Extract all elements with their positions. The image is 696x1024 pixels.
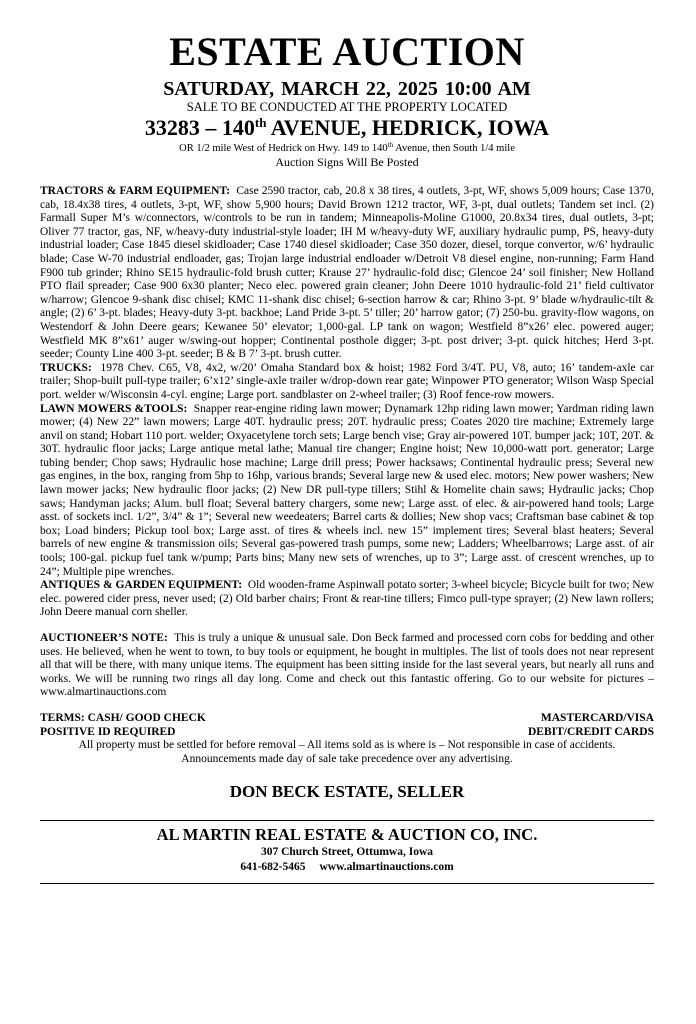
cards-accepted: MASTERCARD/VISA xyxy=(540,711,654,724)
terms-block xyxy=(40,712,654,739)
auction-flyer xyxy=(40,0,654,884)
cards-debit-credit: DEBIT/CREDIT CARDS xyxy=(527,725,654,738)
section-body: Snapper rear-engine riding lawn mower; Dynamark 12hp riding lawn mower; Yardman riding lawn mower; (4) New 22” lawn mowers; Large 40T. hydraulic press; 20T. hydraulic press; Coates 2020 tire machine; Extremely large anvil on stand; Hobart 110 port. welder; Oxyacetylene torch sets; Large bench vise; Gray air-powered 10T. bumper jack; 10T, 20T. & 30T. hydraulic floor jacks; Large antique metal lathe; Manual tire changer; Engine hoist; New 10,000-watt port. generator; Large tubing bender; Chop saws; Hydraulic hose machine; Large drill press; Power hacksaws; Continental hydraulic press; Several new gas engines, in the box, ranging from 5hp to 16hp, various brands; Several large new & used elec. motors; New power washers; New lawn mower jacks; New hydraulic floor jacks; (2) New DR pull-type tillers; Stihl & Homelite chain saws; Hydraulic jacks; Chop saws; Handyman jacks; Alum. bull float; Several battery chargers, some new; Large asst. of elec. & air-powered hand tools; Large asst. of sockets incl. 1/2”, 3/4” & 1”; Several new weedeaters; Barrel carts & dollies; New shop vacs; Craftsman base cabinet & top box; Load binders; Pickup tool box; Large asst. of tires & wheels incl. new 15” implement tires; Several blast heaters; Several barrels of new engine & transmission oils; Several gas-powered trash pumps, some new; Ladders; Wheelbarrows; Large asst. of air tools; 100-gal. pickup fuel tank w/pump; Parts bins; Many new sets of wrenches, up to 3”; Large asst. of crescent wrenches, up to 24”; Multiple pipe wrenches. xyxy=(40,402,654,578)
section-heading: AUCTIONEER’S NOTE: xyxy=(40,632,168,644)
section-trucks xyxy=(40,362,654,403)
section-body: Old wooden-frame Aspinwall potato sorter; 3-wheel bicycle; Bicycle built for two; New elec. powered cider press, never used; (2) Old barber chairs; Front & rear-tine tillers; Fimco pull-type sprayer; (2) New lawn rollers; John Deere manual corn sheller. xyxy=(40,579,655,619)
settlement-disclaimer: All property must be settled for before removal – All items sold as is where is – Not responsible in case of accidents. xyxy=(78,739,616,752)
section-body: This is truly a unique & unusual sale. Don Beck farmed and processed corn cobs for bedding and other uses. He believed, when he went to town, to buy tools or equipment, he bought in multiples. The list of tools does not near represent all that will be there, with many unique items. The equipment has been sitting inside for the last several years, but nearly all runs and works. We will be running two rings all day long. Come and check out this fantastic offering. Go to our website for pictures – www.almartinauctions.com xyxy=(40,632,654,699)
section-body: Case 2590 tractor, cab, 20.8 x 38 tires, 4 outlets, 3-pt, WF, shows 5,009 hours; Case 1370, cab, 18.4x38 tires, 4 outlets, 3-pt, WF, show 5,900 hours; David Brown 1212 tractor, WF, 3-pt, dual outlets; Tandem set incl. (2) Farmall Super M’s w/connectors, w/controls to be run in tandem; Minneapolis-Moline G1000, 20.8x34 tires, dual outlets, 3-pt; Oliver 77 tractor, gas, NF, w/heavy-duty industrial-style loader; IH M w/heavy-duty WF, auxiliary hydraulic pump, PS, heavy-duty industrial loader; Case 1845 diesel skidloader; Case 1740 diesel skidloader; Case 350 dozer, diesel, torque convertor, w/6’ hydraulic blade; Case W-70 industrial endloader, gas; Trojan large industrial endloader w/Detroit V8 diesel engine, non-running; Farm Hand F900 tub grinder; Rhino SE15 hydraulic-fold brush cutter; Krause 27’ hydraulic-fold disc; Glencoe 24’ soil finisher; New Holland PTO flail spreader; Case 900 6x30 planter; Neco elec. powered grain cleaner; John Deere 1010 hydraulic-fold 21’ field cultivator w/harrow; Glencoe 9-shank disc chisel; KMC 11-shank disc chisel; 6-section harrow & car; Rhino 3-pt. 9’ blade w/hydraulic-tilt & angle; (2) 6’ 3-pt. blades; Heavy-duty 3-pt. backhoe; Land Pride 3-pt. 5’ tiller; 20’ harrow gator; (7) 250-bu. gravity-flow wagons, on Westendorf & John Deere gears; Kewanee 50’ elevator; 1,000-gal. LP tank on wagon; Westfield 8”x26’ elec. powered auger; Westfield MK 8”x61’ auger w/swing-out hopper; Continental posthole digger; 3-pt. post driver; 3-pt. quick hitches; Herd 3-pt. seeder; County Line 400 3-pt. seeder; B & B 7’ 3-pt. brush cutter. xyxy=(40,185,654,361)
company-address: 307 Church Street, Ottumwa, Iowa xyxy=(260,846,434,859)
company-website: www.almartinauctions.com xyxy=(319,861,454,874)
section-body: 1978 Chev. C65, V8, 4x2, w/20’ Omaha Standard box & hoist; 1982 Ford 3/4T. PU, V8, auto; 16’ tandem-axle car trailer; Shop-built pull-type trailer; 6’x12’ single-axle trailer w/drop-down rear gate; Winpower PTO generator; Wilson Wasp Special port. welder w/Wisconsin 4-cyl. engine; Large port. sandblaster on 2-wheel trailer; (3) Roof fence-row mowers. xyxy=(40,361,654,401)
section-heading: TRACTORS & FARM EQUIPMENT: xyxy=(40,185,231,197)
section-heading: ANTIQUES & GARDEN EQUIPMENT: xyxy=(40,579,243,592)
section-heading: TRUCKS: xyxy=(40,361,92,374)
announcements-disclaimer: Announcements made day of sale take precedence over any advertising. xyxy=(181,752,513,765)
company-phone: 641-682-5465 xyxy=(240,861,306,874)
seller-name: DON BECK ESTATE, SELLER xyxy=(229,782,465,802)
section-tractors xyxy=(40,185,654,362)
company-name: AL MARTIN REAL ESTATE & AUCTION CO, INC. xyxy=(156,825,538,845)
auctioneers-note xyxy=(40,632,654,700)
divider xyxy=(40,820,654,821)
signs-note: Auction Signs Will Be Posted xyxy=(275,155,419,169)
terms-id: POSITIVE ID REQUIRED xyxy=(40,725,176,738)
section-heading: LAWN MOWERS &TOOLS: xyxy=(40,402,188,415)
section-antiques xyxy=(40,579,654,620)
directions: OR 1/2 mile West of Hedrick on Hwy. 149 to 140th Avenue, then South 1/4 mile xyxy=(179,141,515,154)
divider xyxy=(40,883,654,884)
terms-payment: TERMS: CASH/ GOOD CHECK xyxy=(40,711,206,724)
section-lawn-mowers-tools xyxy=(40,403,654,580)
auction-date: SATURDAY, MARCH 22, 2025 10:00 AM xyxy=(163,78,531,100)
page-title: ESTATE AUCTION xyxy=(169,29,525,74)
auction-address: 33283 – 140th AVENUE, HEDRICK, IOWA xyxy=(144,115,550,140)
company-contact xyxy=(40,860,654,875)
location-intro: SALE TO BE CONDUCTED AT THE PROPERTY LOCATED xyxy=(186,100,508,114)
